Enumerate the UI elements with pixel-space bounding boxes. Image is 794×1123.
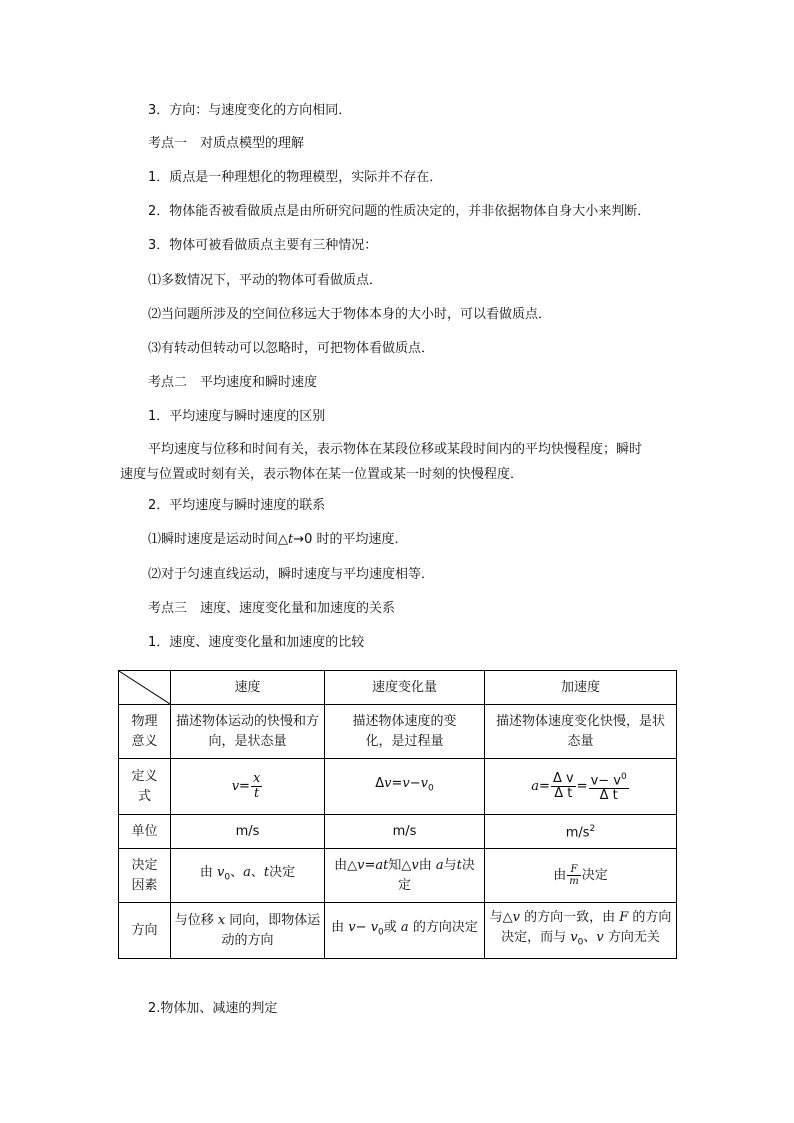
table-cell: 描述物体运动的快慢和方向，是状态量 xyxy=(171,705,325,759)
math-var: v xyxy=(370,920,379,936)
math-op: = xyxy=(239,779,250,794)
text-part: 由 xyxy=(199,865,217,881)
math-var: x xyxy=(217,912,226,928)
text-part: 决定 xyxy=(269,865,296,881)
math-var: t xyxy=(288,532,294,547)
table-row xyxy=(119,903,677,959)
math-op: = xyxy=(539,779,550,794)
fraction xyxy=(551,772,576,801)
math-var: a xyxy=(243,865,251,881)
text-part: 与△ xyxy=(489,910,513,926)
text-line: ⑴多数情况下，平动的物体可看做质点． xyxy=(148,273,383,288)
table-cell xyxy=(485,903,677,959)
text-line: 2.物体加、减速的判定 xyxy=(148,1001,278,1016)
numerator: Δ v xyxy=(552,771,574,786)
numerator xyxy=(589,770,629,789)
text-part: 的方向一致，由 xyxy=(519,910,620,926)
text-line: 1．平均速度与瞬时速度的区别 xyxy=(148,409,326,424)
comparison-table xyxy=(118,670,677,959)
text-line: 1．质点是一种理想化的物理模型，实际并不存在． xyxy=(148,170,443,185)
text-line: ⑵对于匀速直线运动，瞬时速度与平均速度相等． xyxy=(148,567,435,582)
math-var: v xyxy=(411,857,419,873)
text-part: 决定 xyxy=(581,868,608,883)
math-op: = xyxy=(391,776,403,792)
math-op: − xyxy=(409,776,421,792)
subscript: 0 xyxy=(224,872,231,883)
text-part: 与位移 xyxy=(174,912,218,928)
text-part: 同向，即物体运动的方向 xyxy=(221,912,321,948)
formula-cell xyxy=(171,759,325,815)
table-cell xyxy=(485,849,677,903)
math-var: v xyxy=(357,857,365,873)
table-cell: 描述物体速度变化快慢，是状态量 xyxy=(485,705,677,759)
header-cell: 速度 xyxy=(171,671,325,705)
table-cell xyxy=(171,903,325,959)
numerator: x xyxy=(252,771,261,786)
text-part: →0 时的平均速度． xyxy=(293,532,408,547)
math-op: − xyxy=(355,920,371,936)
math-var: v xyxy=(384,776,392,792)
row-label: 单位 xyxy=(119,815,171,849)
math-var: v xyxy=(596,930,604,946)
subscript: 0 xyxy=(428,783,434,794)
numerator: F xyxy=(567,864,580,876)
table-row xyxy=(119,849,677,903)
math-var: a xyxy=(531,779,540,794)
text-line xyxy=(148,531,408,549)
math-var: v xyxy=(570,930,578,946)
denominator: Δ t xyxy=(554,786,573,801)
text-line: 2．物体能否被看做质点是由所研究问题的性质决定的，并非依据物体自身大小来判断． xyxy=(148,204,651,219)
text-part: 决定 xyxy=(397,857,475,893)
table-cell xyxy=(325,849,485,903)
fraction xyxy=(589,770,629,803)
subscript: 0 xyxy=(577,937,584,948)
row-label: 定义式 xyxy=(119,759,171,815)
text-part: 由 xyxy=(553,868,567,883)
subscript: 0 xyxy=(378,927,384,938)
table-cell xyxy=(171,849,325,903)
math-var: v xyxy=(217,865,225,881)
header-cell: 速度变化量 xyxy=(325,671,485,705)
text-line: ⑵当问题所涉及的空间位移远大于物体本身的大小时，可以看做质点． xyxy=(148,307,552,322)
table-row xyxy=(119,815,677,849)
section-heading: 考点二 平均速度和瞬时速度 xyxy=(148,375,318,390)
text-part: ⑴瞬时速度是运动时间△ xyxy=(148,532,288,547)
diagonal-line xyxy=(119,671,170,704)
denominator: t xyxy=(254,786,260,801)
math-var: v xyxy=(512,910,520,926)
section-heading: 考点三 速度、速度变化量和加速度的关系 xyxy=(148,601,396,616)
text-line: 3．物体可被看做质点主要有三种情况： xyxy=(148,238,378,253)
math-var: a xyxy=(400,920,409,936)
denominator: Δ t xyxy=(599,788,618,804)
table-cell: m/s xyxy=(171,815,325,849)
math-var: v xyxy=(420,776,429,792)
text-part: 知△ xyxy=(388,857,412,873)
formula-cell xyxy=(485,759,677,815)
text-part: 与 xyxy=(443,857,457,873)
table-cell xyxy=(325,903,485,959)
math-op: = xyxy=(576,779,588,794)
text-part: 的方向决定 xyxy=(408,920,478,936)
math-var: F xyxy=(619,910,629,926)
table-cell: 描述物体速度的变化，是过程量 xyxy=(325,705,485,759)
text-part: 或 xyxy=(383,920,401,936)
text-part: 由 xyxy=(331,920,349,936)
unit-text: m/s xyxy=(565,825,590,841)
math-var: v xyxy=(231,779,240,794)
text-line: 1．速度、速度变化量和加速度的比较 xyxy=(148,635,365,650)
superscript: 2 xyxy=(589,824,596,835)
text-line: 2．平均速度与瞬时速度的联系 xyxy=(148,498,326,513)
math-var: t xyxy=(456,857,462,873)
fraction xyxy=(567,864,580,887)
row-label: 决定因素 xyxy=(119,849,171,903)
fraction xyxy=(251,772,262,801)
paragraph: 平均速度与位移和时间有关，表示物体在某段位移或某段时间内的平均快慢程度；瞬时速度与位置或时刻有关，表示物体在某一位置或某一时刻的快慢程度． xyxy=(120,442,643,482)
text-part: 由△ xyxy=(334,857,358,873)
math-var: t xyxy=(263,865,270,881)
math-var: a xyxy=(435,857,444,873)
table-cell: m/s xyxy=(325,815,485,849)
text-part: 、 xyxy=(230,865,244,881)
header-cell: 加速度 xyxy=(485,671,677,705)
text-part: 方向无关 xyxy=(603,930,660,946)
row-label: 物理意义 xyxy=(119,705,171,759)
table-header-row xyxy=(119,671,677,705)
math-var: at xyxy=(375,857,389,873)
numerator-text: v− v xyxy=(590,773,621,789)
text-line: 3．方向：与速度变化的方向相同． xyxy=(148,103,352,118)
text-part: 的方向决定，而与 xyxy=(501,910,672,946)
table-row xyxy=(119,759,677,815)
math-op: Δ xyxy=(375,776,385,792)
math-var: v xyxy=(402,776,410,792)
text-line: ⑶有转动但转动可以忽略时，可把物体看做质点． xyxy=(148,341,435,356)
text-part: 、 xyxy=(583,930,597,946)
section-heading: 考点一 对质点模型的理解 xyxy=(148,136,305,151)
math-var: v xyxy=(348,920,356,936)
math-op: = xyxy=(364,857,376,873)
formula-cell xyxy=(325,759,485,815)
text-part: 由 xyxy=(418,857,436,873)
diagonal-header-cell xyxy=(119,671,171,705)
table-row xyxy=(119,705,677,759)
text-part: 、 xyxy=(250,865,264,881)
table-cell xyxy=(485,815,677,849)
denominator: m xyxy=(569,876,579,887)
superscript: 0 xyxy=(620,771,627,782)
row-label: 方向 xyxy=(119,903,171,959)
